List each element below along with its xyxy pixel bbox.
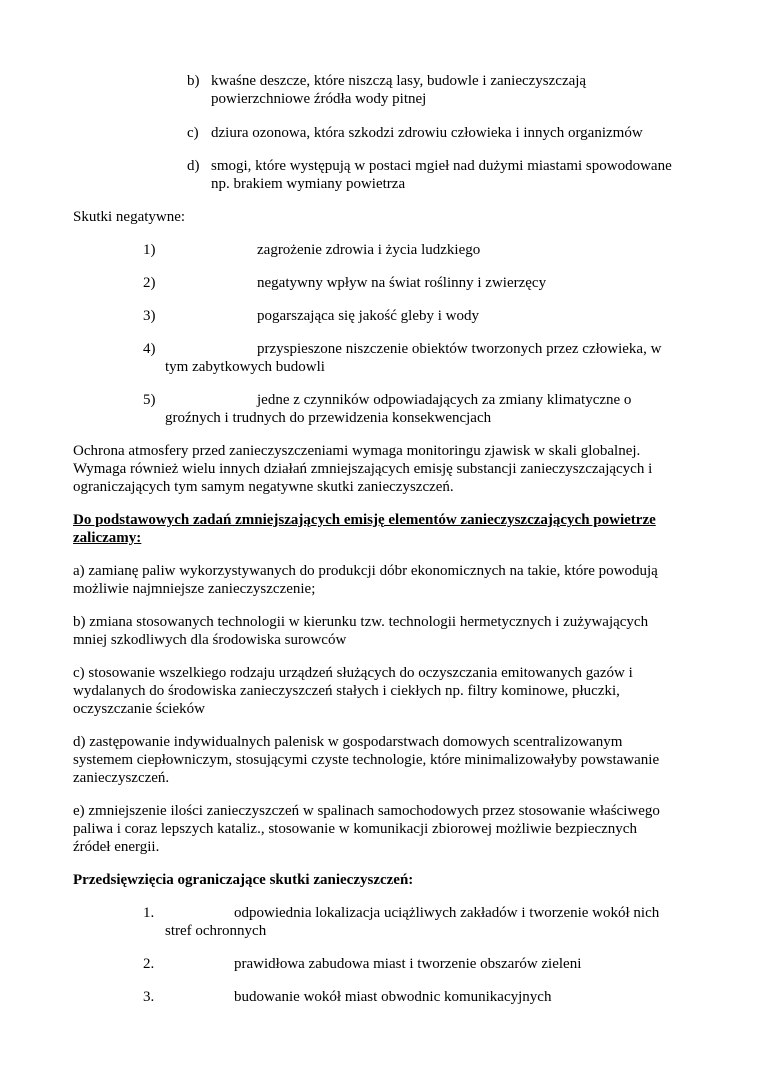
list-item: zagrożenie zdrowia i życia ludzkiego — [257, 242, 481, 258]
list-label: 5) — [143, 392, 156, 408]
paragraph-line: d) zastępowanie indywidualnych palenisk w gospodarstwach domowych scentralizowanym — [73, 734, 623, 750]
list-item: przyspieszone niszczenie obiektów tworzonych przez człowieka, w — [257, 341, 662, 357]
list-label: 4) — [143, 341, 156, 357]
paragraph-line: c) stosowanie wszelkiego rodzaju urządzeń służących do oczyszczania emitowanych gazów i — [73, 665, 633, 681]
section-heading: Przedsięwzięcia ograniczające skutki zanieczyszczeń: — [73, 872, 414, 888]
list-label: 3. — [143, 989, 155, 1005]
list-item: prawidłowa zabudowa miast i tworzenie obszarów zieleni — [234, 956, 582, 972]
paragraph-line: Ochrona atmosfery przed zanieczyszczeniami wymaga monitoringu zjawisk w skali globalnej. — [73, 443, 641, 459]
list-label: 3) — [143, 308, 156, 324]
list-item: jedne z czynników odpowiadających za zmiany klimatyczne o — [257, 392, 632, 408]
paragraph-line: e) zmniejszenie ilości zanieczyszczeń w spalinach samochodowych przez stosowanie właściwego — [73, 803, 660, 819]
list-item: stref ochronnych — [165, 923, 267, 939]
heading-line: Do podstawowych zadań zmniejszających emisję elementów zanieczyszczających powietrze — [73, 512, 656, 528]
paragraph-line: b) zmiana stosowanych technologii w kierunku tzw. technologii hermetycznych i zużywających — [73, 614, 649, 630]
paragraph-line: oczyszczanie ścieków — [73, 701, 206, 717]
list-item: odpowiednia lokalizacja uciążliwych zakładów i tworzenie wokół nich — [234, 905, 660, 921]
list-label: 2) — [143, 275, 156, 291]
list-item: np. brakiem wymiany powietrza — [211, 176, 406, 192]
list-item: smogi, które występują w postaci mgieł nad dużymi miastami spowodowane — [211, 158, 672, 174]
paragraph-line: Wymaga również wielu innych działań zmniejszających emisję substancji zanieczyszczających i — [73, 461, 653, 477]
list-label: 2. — [143, 956, 155, 972]
section-heading: Skutki negatywne: — [73, 209, 186, 225]
paragraph-line: możliwie najmniejsze zanieczyszczenie; — [73, 581, 316, 597]
list-label: d) — [187, 158, 200, 174]
list-item: pogarszająca się jakość gleby i wody — [257, 308, 480, 324]
list-label: 1. — [143, 905, 155, 921]
paragraph-line: ograniczających tym samym negatywne skutki zanieczyszczeń. — [73, 479, 454, 495]
heading-line: zaliczamy: — [73, 530, 142, 546]
paragraph-line: mniej szkodliwych dla środowiska surowców — [73, 632, 347, 648]
paragraph-line: a) zamianę paliw wykorzystywanych do produkcji dóbr ekonomicznych na takie, które powodują — [73, 563, 658, 579]
paragraph-line: źródeł energii. — [73, 839, 160, 855]
list-item: dziura ozonowa, która szkodzi zdrowiu człowieka i innych organizmów — [211, 125, 643, 141]
list-item: tym zabytkowych budowli — [165, 359, 325, 375]
list-label: 1) — [143, 242, 156, 258]
list-label: c) — [187, 125, 199, 141]
list-label: b) — [187, 73, 200, 89]
paragraph-line: systemem ciepłowniczym, stosującymi czyste technologie, które minimalizowałyby powstawanie — [73, 752, 660, 768]
paragraph-line: wydalanych do środowiska zanieczyszczeń stałych i ciekłych np. filtry kominowe, płuczki, — [73, 683, 620, 699]
list-item: budowanie wokół miast obwodnic komunikacyjnych — [234, 989, 552, 1005]
list-item: powierzchniowe źródła wody pitnej — [211, 91, 427, 107]
list-item: groźnych i trudnych do przewidzenia konsekwencjach — [165, 410, 492, 426]
list-item: kwaśne deszcze, które niszczą lasy, budowle i zanieczyszczają — [211, 73, 587, 89]
list-item: negatywny wpływ na świat roślinny i zwierzęcy — [257, 275, 547, 291]
paragraph-line: zanieczyszczeń. — [73, 770, 170, 786]
paragraph-line: paliwa i coraz lepszych kataliz., stosowanie w komunikacji zbiorowej możliwie bezpiecznych — [73, 821, 637, 837]
